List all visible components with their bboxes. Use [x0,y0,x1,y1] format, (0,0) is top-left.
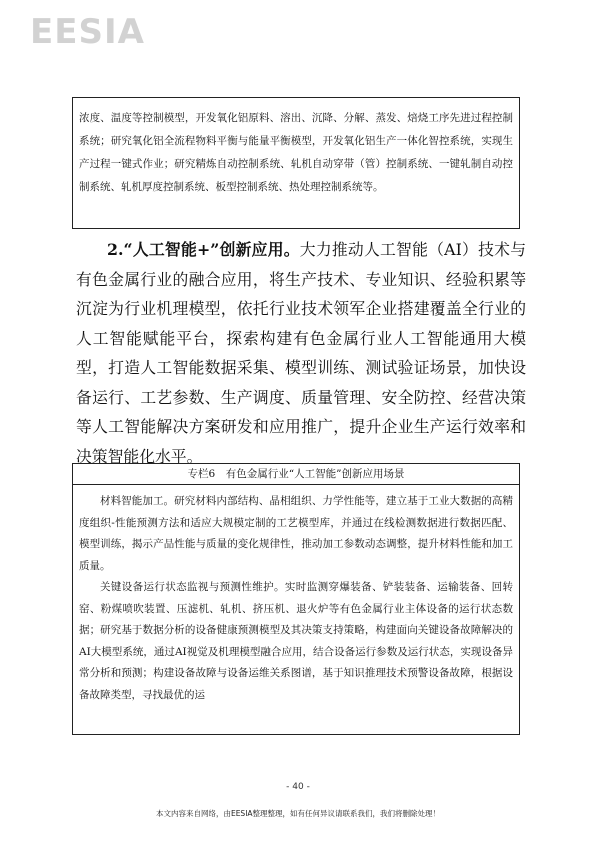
page-number: - 40 - [286,782,310,792]
footer-notice: 本文内容来自网络，由EESIA整理整理，如有任何异议请联系我们，我们将删除处理！ [155,809,441,818]
column-body [73,485,519,706]
continued-text-box [72,97,520,229]
column-box-6 [72,463,520,735]
ai-innovation-section [76,235,526,471]
section-heading: 2.“人工智能+”创新应用。 [107,240,300,259]
column-title: 专栏6 有色金属行业“人工智能”创新应用场景 [73,464,519,485]
column-paragraph-2: 关键设备运行状态监视与预测性维护。实时监测穿爆装备、铲装装备、运输装备、回转窑、粉煤喷吹装置、压滤机、轧机、挤压机、退火炉等有色金属行业主体设备的运行状态数据；研究基于数据分析的设备健康预测模型及其决策支持策略，构建面向关键设备故障解决的AI大模型系统，通过AI视觉及机理模型融合应用，结合设备运行参数及运行状态，实现设备异常分析和预测；构建设备故障与设备运维关系图谱，基于知识推理技术预警设备故障，根据设备故障类型，寻找最优的运 [79,581,513,701]
section-body: 大力推动人工智能（AI）技术与有色金属行业的融合应用，将生产技术、专业知识、经验积累等沉淀为行业机理模型，依托行业技术领军企业搭建覆盖全行业的人工智能赋能平台，探索构建有色金属行业人工智能通用大模型，打造人工智能数据采集、模型训练、测试验证场景，加快设备运行、工艺参数、生产调度、质量管理、安全防控、经营决策等人工智能解决方案研发和应用推广，提升企业生产运行效率和决策智能化水平。 [76,240,526,466]
eesia-logo: EESIA [30,12,145,52]
box1-text: 浓度、温度等控制模型，开发氧化铝原料、溶出、沉降、分解、蒸发、焙烧工序先进过程控制系统；研究氧化铝全流程物料平衡与能量平衡模型，开发氧化铝生产一体化智控系统，实现生产过程一键式作业；研究精炼自动控制系统、轧机自动穿带（管）控制系统、一键轧制自动控制系统、轧机厚度控制系统、板型控制系统、热处理控制系统等。 [79,112,513,193]
column-paragraph-1: 材料智能加工。研究材料内部结构、晶相组织、力学性能等，建立基于工业大数据的高精度组织-性能预测方法和适应大规模定制的工艺模型库，并通过在线检测数据进行数据匹配、模型训练，揭示产品性能与质量的变化规律性，推动加工参数动态调整，提升材料性能和加工质量。 [79,495,513,572]
section-paragraph [76,235,526,471]
